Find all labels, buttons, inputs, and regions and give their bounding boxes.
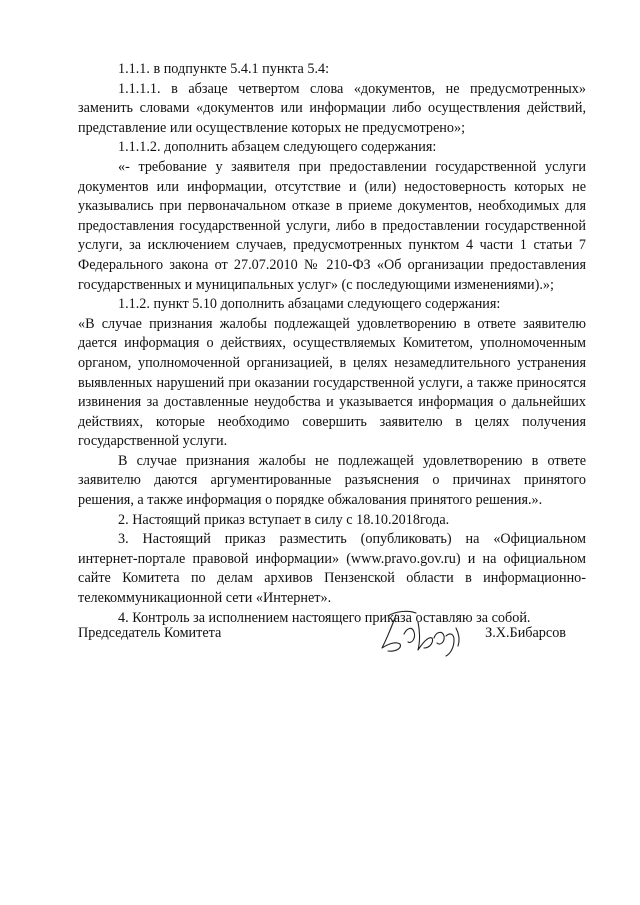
paragraph-complaint-satisfied: «В случае признания жалобы подлежащей удовлетворению в ответе заявителю дается информация о действиях, осуществляемых Комитетом, уполномоченным органом, уполномоченной организацией, в целях незамедлительного устранения выявленных нарушений при оказании государственной услуги, а также приносятся извинения за доставленные неудобства и указывается информация о дальнейших действиях, которые необходимо совершить заявителю в целях получения государственной услуги. [78, 315, 586, 450]
paragraph-1-1-1-1: 1.1.1.1. в абзаце четвертом слова «документов, не предусмотренных» заменить словами «документов или информации либо осуществления действий, представление или осуществление которых не предусмотрено»; [78, 80, 586, 136]
paragraph-4-control: 4. Контроль за исполнением настоящего приказа оставляю за собой. [118, 609, 531, 626]
paragraph-added-requirement: «- требование у заявителя при предоставлении государственной услуги документов или информации, отсутствие и (или) недостоверность которых не указывались при первоначальном отказе в приеме документов, необходимых для предоставления государственной услуги, либо в предоставлении государственной услуги, за исключением случаев, предусмотренных пунктом 4 части 1 статьи 7 Федерального закона от 27.07.2010 № 210-ФЗ «Об организации предоставления государственных и муниципальных услуг» (с последующими изменениями).»; [78, 158, 586, 293]
document-body [78, 60, 586, 628]
paragraph-1-1-2: 1.1.2. пункт 5.10 дополнить абзацами следующего содержания: [118, 296, 501, 313]
paragraph-3-publication: 3. Настоящий приказ разместить (опубликовать) на «Официальном интернет-портале правовой информации» (www.pravo.gov.ru) и на официальном сайте Комитета по делам архивов Пензенской области в информационно-телекоммуникационной сети «Интернет». [78, 531, 586, 607]
paragraph-complaint-rejected: В случае признания жалобы не подлежащей удовлетворению в ответе заявителю даются аргументированные разъяснения о причинах принятого решения, а также информация о порядке обжалования принятого решения.». [78, 452, 586, 509]
signature-block [78, 618, 586, 668]
paragraph-2-effective-date: 2. Настоящий приказ вступает в силу с 18.10.2018года. [118, 511, 450, 528]
signatory-name: З.Х.Бибарсов [485, 625, 566, 641]
handwritten-signature [374, 604, 474, 660]
signatory-title: Председатель Комитета [78, 625, 222, 641]
paragraph-1-1-1-2: 1.1.1.2. дополнить абзацем следующего содержания: [118, 139, 437, 156]
paragraph-1-1-1: 1.1.1. в подпункте 5.4.1 пункта 5.4: [118, 61, 330, 77]
